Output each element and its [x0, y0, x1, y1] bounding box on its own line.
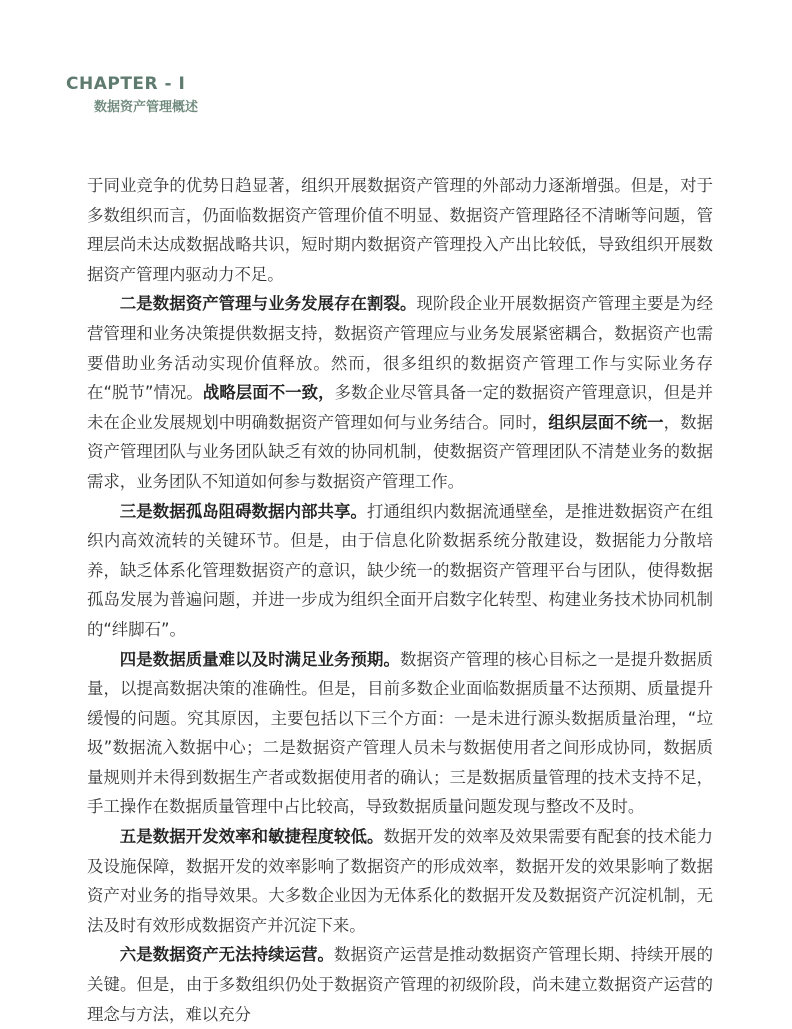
- body-text-segment: 多数企业尽管具备一定的数据资产管理意识，但是并未在企业发展规划中明确数据资产管理如何与业务结合。同时，: [87, 383, 714, 432]
- chapter-label: CHAPTER - I: [66, 74, 186, 94]
- paragraph: [87, 171, 713, 289]
- body-text-segment: 现阶段企业开展数据资产管理主要是为经营管理和业务决策提供数据支持，数据资产管理应与业务发展紧密耦合，数据资产也需要借助业务活动实现价值释放。然而，很多组织的数据资产管理工作与实际业务存在“脱节”情况。: [87, 294, 714, 403]
- paragraph: [87, 822, 713, 940]
- body-text-segment: 数据开发的效率及效果需要有配套的技术能力及设施保障，数据开发的效率影响了数据资产的形成效率，数据开发的效果影响了数据资产对业务的指导效果。大多数企业因为无体系化的数据开发及数据资产沉淀机制，无法及时有效形成数据资产并沉淀下来。: [87, 827, 714, 935]
- paragraph: [87, 645, 713, 823]
- bold-heading-text: 四是数据质量难以及时满足业务预期。: [119, 649, 400, 669]
- body-text-segment: 数据资产管理的核心目标之一是提升数据质量，以提高数据决策的准确性。但是，目前多数企业面临数据质量不达预期、质量提升缓慢的问题。究其原因，主要包括以下三个方面：一是未进行源头数据质量治理，“垃圾”数据流入数据中心；二是数据资产管理人员未与数据使用者之间形成协同，数据质量规则并未得到数据生产者或数据使用者的确认；三是数据质量管理的技术支持不足，手工操作在数据质量管理中占比较高，导致数据质量问题发现与整改不及时。: [87, 649, 714, 817]
- body-text-segment: 于同业竞争的优势日趋显著，组织开展数据资产管理的外部动力逐渐增强。但是，对于多数组织而言，仍面临数据资产管理价值不明显、数据资产管理路径不清晰等问题，管理层尚未达成数据战略共识，短时期内数据资产管理投入产出比较低，导致组织开展数据资产管理内驱动力不足。: [87, 176, 713, 284]
- body-text-segment: ，数据资产管理团队与业务团队缺乏有效的协同机制，使数据资产管理团队不清楚业务的数据需求，业务团队不知道如何参与数据资产管理工作。: [87, 412, 714, 491]
- bold-heading-text: 三是数据孤岛阻碍数据内部共享。: [119, 501, 368, 521]
- paragraph: [87, 940, 713, 1029]
- paragraph: [87, 497, 713, 645]
- bold-heading-text: 五是数据开发效率和敏捷程度较低。: [119, 827, 384, 847]
- body-text: [87, 171, 713, 1029]
- paragraph: [87, 289, 713, 496]
- bold-heading-text: 组织层面不统一: [548, 412, 664, 432]
- body-text-segment: 数据资产运营是推动数据资产管理长期、持续开展的关键。但是，由于多数组织仍处于数据资产管理的初级阶段，尚未建立数据资产运营的理念与方法，难以充分: [87, 945, 714, 1024]
- bold-heading-text: 六是数据资产无法持续运营。: [119, 945, 335, 965]
- bold-heading-text: 二是数据资产管理与业务发展存在割裂。: [119, 294, 417, 314]
- body-text-segment: 打通组织内数据流通壁垒，是推进数据资产在组织内高效流转的关键环节。但是，由于信息化阶数据系统分散建设，数据能力分散培养，缺乏体系化管理数据资产的意识，缺少统一的数据资产管理平台与团队，使得数据孤岛发展为普遍问题，并进一步成为组织全面开启数字化转型、构建业务技术协同机制的“绊脚石”。: [87, 501, 714, 639]
- chapter-subtitle: 数据资产管理概述: [94, 100, 199, 115]
- bold-heading-text: 战略层面不一致，: [202, 383, 335, 403]
